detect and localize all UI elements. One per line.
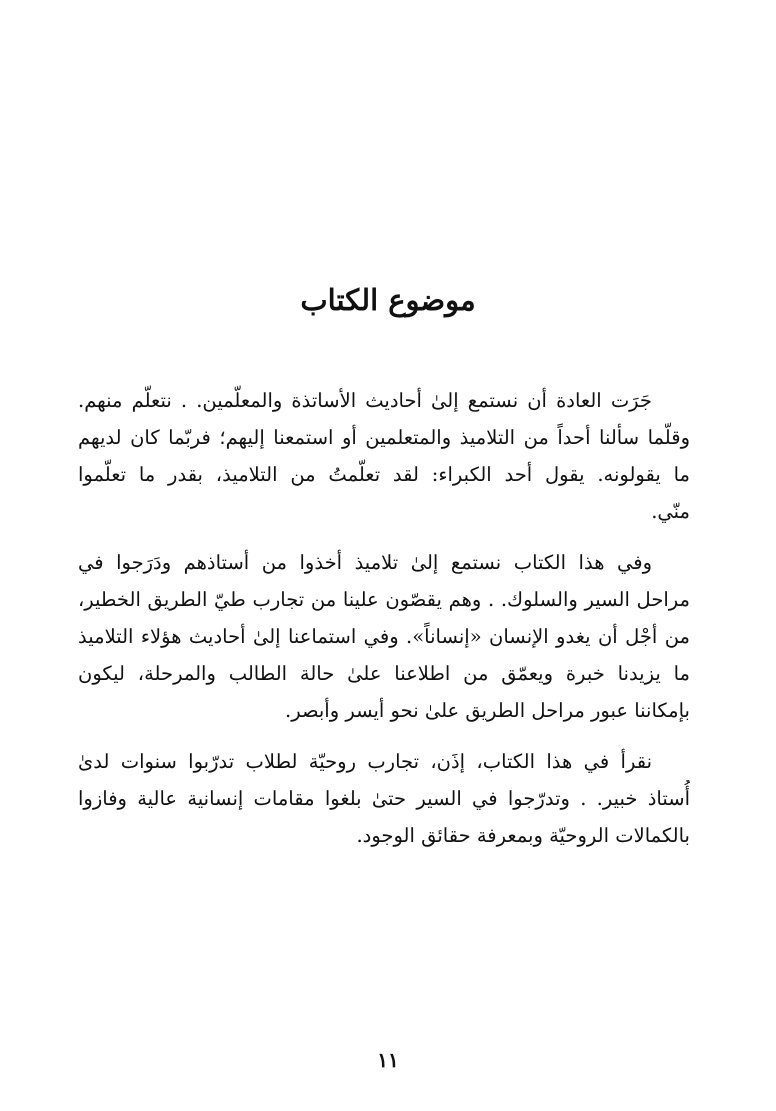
text-line: وفي هذا الكتاب نستمع إلىٰ تلاميذ أخذوا من أستاذهم ودَرَجوا في [78,551,652,574]
text-line: مراحل السير والسلوك. . وهم يقصّون علينا من تجارب طيّ الطريق الخطير، [78,588,690,611]
paragraph-1 [78,382,690,530]
text-line: نقرأ في هذا الكتاب، إذَن، تجارب روحيّة لطلاب تدرّبوا سنوات لدىٰ [78,750,652,773]
page-number: ١١ [377,1048,399,1072]
text-line: من أجْل أن يغدو الإنسان «إنساناً». وفي استماعنا إلىٰ أحاديث هؤلاء التلاميذ [78,625,690,648]
text-line: أُستاذ خبير. . وتدرّجوا في السير حتىٰ بلغوا مقامات إنسانية عالية وفازوا [78,787,690,810]
text-line: بالكمالات الروحيّة وبمعرفة حقائق الوجود. [356,824,690,847]
text-line: بإمكاننا عبور مراحل الطريق علىٰ نحو أيسر وأبصر. [285,699,690,722]
text-line: ما يقولونه. يقول أحد الكبراء: لقد تعلّمتُ من التلاميذ، بقدر ما تعلّموا [78,463,690,486]
body-text [78,382,690,868]
text-line: منّي. [651,500,690,523]
paragraph-2 [78,544,690,729]
page-title: موضوع الكتاب [300,283,476,317]
text-line: وقلّما سألنا أحداً من التلاميذ والمتعلمين أو استمعنا إليهم؛ فربّما كان لديهم [78,426,690,449]
text-line: ما يزيدنا خبرة ويعمّق من اطلاعنا علىٰ حالة الطالب والمرحلة، ليكون [78,662,690,685]
text-line: جَرَت العادة أن نستمع إلىٰ أحاديث الأساتذة والمعلّمين. . نتعلّم منهم. [78,389,652,412]
paragraph-3 [78,743,690,854]
